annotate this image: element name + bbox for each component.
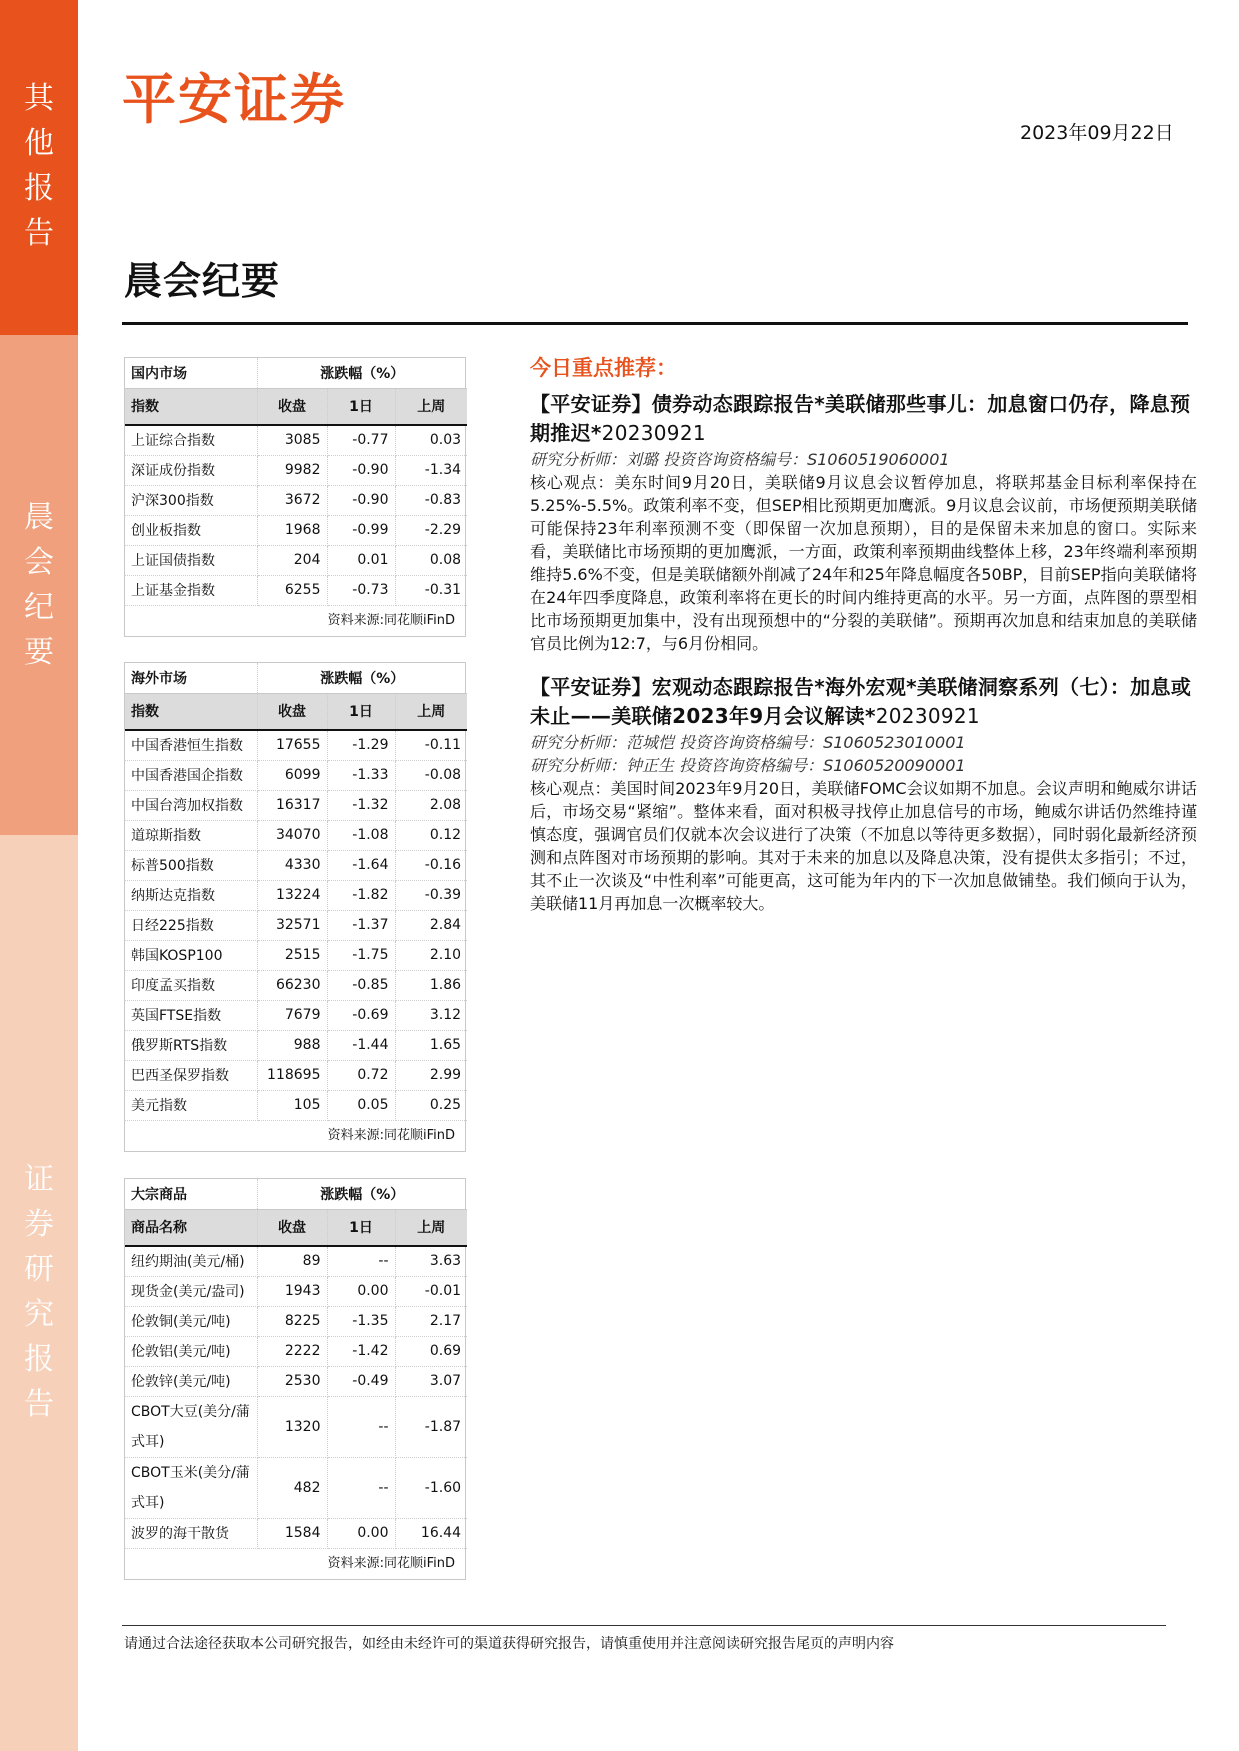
table-column-header: [125, 388, 467, 425]
row-value: 1584: [257, 1518, 327, 1548]
row-label: 波罗的海干散货: [125, 1518, 257, 1548]
row-value: -0.99: [327, 515, 395, 545]
column-header: 1日: [327, 388, 395, 425]
column-header: 指数: [125, 388, 257, 425]
row-value: 0.05: [327, 1090, 395, 1120]
row-label: 巴西圣保罗指数: [125, 1060, 257, 1090]
row-label: 标普500指数: [125, 850, 257, 880]
row-value: 3.07: [395, 1366, 467, 1396]
table-row: [125, 760, 467, 790]
row-value: -0.31: [395, 575, 467, 605]
row-value: 2.84: [395, 910, 467, 940]
row-value: 89: [257, 1246, 327, 1276]
row-label: 上证国债指数: [125, 545, 257, 575]
table-column-header: [125, 693, 467, 730]
title-divider: [122, 322, 1188, 325]
row-value: 2.10: [395, 940, 467, 970]
table-group-header: [125, 663, 467, 693]
row-value: -1.08: [327, 820, 395, 850]
row-value: 4330: [257, 850, 327, 880]
row-value: -1.60: [395, 1457, 467, 1518]
table-row: [125, 1246, 467, 1276]
row-label: 道琼斯指数: [125, 820, 257, 850]
table-source: 资料来源:同花顺iFinD: [327, 1555, 455, 1571]
row-value: 988: [257, 1030, 327, 1060]
row-value: -0.73: [327, 575, 395, 605]
row-value: 2.99: [395, 1060, 467, 1090]
row-value: -1.33: [327, 760, 395, 790]
table-row: [125, 545, 467, 575]
sidebar-label-morning-notes: 晨 会 纪 要: [24, 500, 54, 670]
table-row: [125, 1030, 467, 1060]
row-label: 伦敦铜(美元/吨): [125, 1306, 257, 1336]
row-value: 17655: [257, 730, 327, 760]
row-label: 中国台湾加权指数: [125, 790, 257, 820]
row-label: 纳斯达克指数: [125, 880, 257, 910]
table-row: [125, 970, 467, 1000]
row-value: 1968: [257, 515, 327, 545]
domestic-market-table: [124, 357, 466, 637]
report-title[interactable]: 【平安证券】债券动态跟踪报告*美联储那些事儿：加息窗口仍存，降息预期推迟*20230921: [530, 392, 1191, 445]
row-value: -1.82: [327, 880, 395, 910]
row-label: 印度孟买指数: [125, 970, 257, 1000]
row-label: 现货金(美元/盎司): [125, 1276, 257, 1306]
row-value: --: [327, 1246, 395, 1276]
sidebar-label-research-report: 证 券 研 究 报 告: [24, 1162, 54, 1422]
table-group-header: [125, 358, 467, 388]
table-row: [125, 850, 467, 880]
table-row: [125, 820, 467, 850]
row-value: -0.16: [395, 850, 467, 880]
column-header: 收盘: [257, 1209, 327, 1246]
report-analyst: 研究分析师：范城恺 投资咨询资格编号：S1060523010001: [530, 733, 966, 752]
row-label: 美元指数: [125, 1090, 257, 1120]
report-item: [530, 673, 1197, 915]
row-value: 6255: [257, 575, 327, 605]
row-value: 16317: [257, 790, 327, 820]
table-column-header: [125, 1209, 467, 1246]
column-header: 商品名称: [125, 1209, 257, 1246]
change-label: 涨跌幅（%）: [257, 358, 467, 388]
recommendations-section: [530, 352, 1197, 915]
table-row: [125, 1518, 467, 1548]
report-item: [530, 390, 1197, 655]
table-row: [125, 575, 467, 605]
row-value: -0.85: [327, 970, 395, 1000]
row-label: 俄罗斯RTS指数: [125, 1030, 257, 1060]
row-value: -1.87: [395, 1396, 467, 1457]
table-row: [125, 1336, 467, 1366]
page-title: 晨会纪要: [124, 259, 281, 303]
commodities-table: [124, 1178, 466, 1580]
row-value: -0.08: [395, 760, 467, 790]
row-value: 204: [257, 545, 327, 575]
row-value: 0.12: [395, 820, 467, 850]
row-value: -1.44: [327, 1030, 395, 1060]
table-row: [125, 1396, 467, 1457]
row-value: 9982: [257, 455, 327, 485]
row-value: 1320: [257, 1396, 327, 1457]
row-label: 中国香港恒生指数: [125, 730, 257, 760]
row-value: 2515: [257, 940, 327, 970]
row-value: 16.44: [395, 1518, 467, 1548]
table-row: [125, 1306, 467, 1336]
row-value: -1.32: [327, 790, 395, 820]
group-label: 海外市场: [125, 663, 257, 693]
row-value: 3.63: [395, 1246, 467, 1276]
column-header: 指数: [125, 693, 257, 730]
column-header: 上周: [395, 1209, 467, 1246]
column-header: 上周: [395, 388, 467, 425]
change-label: 涨跌幅（%）: [257, 663, 467, 693]
column-header: 1日: [327, 1209, 395, 1246]
group-label: 大宗商品: [125, 1179, 257, 1209]
table-row: [125, 485, 467, 515]
table-row: [125, 910, 467, 940]
row-value: 8225: [257, 1306, 327, 1336]
row-value: -1.29: [327, 730, 395, 760]
row-value: 3.12: [395, 1000, 467, 1030]
row-value: 482: [257, 1457, 327, 1518]
row-value: -0.49: [327, 1366, 395, 1396]
row-label: 上证基金指数: [125, 575, 257, 605]
report-analyst: 研究分析师：钟正生 投资咨询资格编号：S1060520090001: [530, 756, 966, 775]
row-label: 英国FTSE指数: [125, 1000, 257, 1030]
pingan-logo: [122, 66, 392, 128]
row-value: 0.01: [327, 545, 395, 575]
column-header: 收盘: [257, 693, 327, 730]
sidebar-band-bottom: [0, 835, 78, 1751]
row-value: -1.75: [327, 940, 395, 970]
row-value: 105: [257, 1090, 327, 1120]
row-value: 13224: [257, 880, 327, 910]
row-label: 沪深300指数: [125, 485, 257, 515]
report-summary: 核心观点：美东时间9月20日，美联储9月议息会议暂停加息，将联邦基金目标利率保持在5.25%-5.5%。政策利率不变，但SEP相比预期更加鹰派。9月议息会议前，市场便预期美联储可能保持23年利率预测不变（即保留一次加息预期），目的是保留未来加息的窗口。实际来看，美联储比市场预期的更加鹰派，一方面，政策利率预期曲线整体上移，23年终端利率预期维持5.6%不变，但是美联储额外削减了24年和25年降息幅度各50BP，目前SEP指向美联储将在24年四季度降息，政策利率将在更长的时间内维持更高的水平。另一方面，点阵图的票型相比市场预期更加集中，没有出现预想中的“分裂的美联储”。预期再次加息和结束加息的美联储官员比例为12:7，与6月份相同。: [530, 473, 1197, 653]
column-header: 收盘: [257, 388, 327, 425]
change-label: 涨跌幅（%）: [257, 1179, 467, 1209]
row-value: 0.69: [395, 1336, 467, 1366]
row-value: -0.90: [327, 455, 395, 485]
row-value: 0.03: [395, 425, 467, 455]
column-header: 上周: [395, 693, 467, 730]
column-header: 1日: [327, 693, 395, 730]
table-row: [125, 1090, 467, 1120]
recommendations-heading: 今日重点推荐：: [530, 356, 677, 380]
row-value: 1.65: [395, 1030, 467, 1060]
row-label: CBOT大豆(美分/蒲式耳): [125, 1396, 257, 1457]
row-value: -0.01: [395, 1276, 467, 1306]
row-label: 深证成份指数: [125, 455, 257, 485]
row-value: -1.64: [327, 850, 395, 880]
row-label: 中国香港国企指数: [125, 760, 257, 790]
table-row: [125, 425, 467, 455]
row-label: 伦敦铝(美元/吨): [125, 1336, 257, 1366]
row-value: -1.34: [395, 455, 467, 485]
row-label: 纽约期油(美元/桶): [125, 1246, 257, 1276]
row-value: -2.29: [395, 515, 467, 545]
row-value: 0.00: [327, 1518, 395, 1548]
table-source: 资料来源:同花顺iFinD: [327, 1127, 455, 1143]
row-label: 伦敦锌(美元/吨): [125, 1366, 257, 1396]
table-row: [125, 940, 467, 970]
row-value: 0.72: [327, 1060, 395, 1090]
table-row: [125, 1366, 467, 1396]
row-value: 66230: [257, 970, 327, 1000]
group-label: 国内市场: [125, 358, 257, 388]
row-value: 2222: [257, 1336, 327, 1366]
row-value: --: [327, 1396, 395, 1457]
row-value: 1.86: [395, 970, 467, 1000]
report-summary: 核心观点：美国时间2023年9月20日，美联储FOMC会议如期不加息。会议声明和鲍威尔讲话后，市场交易“紧缩”。整体来看，面对积极寻找停止加息信号的市场，鲍威尔讲话仍然维持谨慎态度，强调官员们仅就本次会议进行了决策（不加息以等待更多数据），同时弱化最新经济预测和点阵图对市场预期的影响。其对于未来的加息以及降息决策，没有提供太多指引；不过，其不止一次谈及“中性利率”可能更高，这可能为年内的下一次加息做铺垫。我们倾向于认为，美联储11月再加息一次概率较大。: [530, 779, 1197, 913]
row-label: 韩国KOSP100: [125, 940, 257, 970]
row-value: -1.35: [327, 1306, 395, 1336]
row-value: 0.08: [395, 545, 467, 575]
row-value: 6099: [257, 760, 327, 790]
row-value: -0.83: [395, 485, 467, 515]
row-value: 32571: [257, 910, 327, 940]
row-value: -1.42: [327, 1336, 395, 1366]
row-value: -0.11: [395, 730, 467, 760]
row-value: -0.77: [327, 425, 395, 455]
table-row: [125, 1276, 467, 1306]
footer-divider: [122, 1625, 1166, 1626]
row-value: 2.08: [395, 790, 467, 820]
table-source: 资料来源:同花顺iFinD: [327, 612, 455, 628]
svg-text:平安证券: 平安证券: [122, 68, 346, 128]
row-value: 0.25: [395, 1090, 467, 1120]
table-row: [125, 1457, 467, 1518]
row-value: -1.37: [327, 910, 395, 940]
sidebar-label-other-reports: 其 他 报 告: [24, 81, 54, 251]
table-row: [125, 515, 467, 545]
row-value: 2530: [257, 1366, 327, 1396]
report-date: 2023年09月22日: [1020, 122, 1174, 144]
table-row: [125, 1000, 467, 1030]
row-label: 创业板指数: [125, 515, 257, 545]
row-label: CBOT玉米(美分/蒲式耳): [125, 1457, 257, 1518]
row-label: 日经225指数: [125, 910, 257, 940]
overseas-market-table: [124, 662, 466, 1152]
table-row: [125, 790, 467, 820]
row-value: -0.39: [395, 880, 467, 910]
footer-disclaimer: 请通过合法途径获取本公司研究报告，如经由未经许可的渠道获得研究报告，请慎重使用并注意阅读研究报告尾页的声明内容: [124, 1636, 894, 1652]
row-value: 3672: [257, 485, 327, 515]
row-value: -0.69: [327, 1000, 395, 1030]
table-row: [125, 880, 467, 910]
sidebar-band-top: [0, 0, 78, 335]
table-row: [125, 1060, 467, 1090]
row-value: 0.00: [327, 1276, 395, 1306]
row-value: 118695: [257, 1060, 327, 1090]
row-label: 上证综合指数: [125, 425, 257, 455]
row-value: -0.90: [327, 485, 395, 515]
table-row: [125, 730, 467, 760]
table-group-header: [125, 1179, 467, 1209]
row-value: 34070: [257, 820, 327, 850]
row-value: 1943: [257, 1276, 327, 1306]
row-value: 7679: [257, 1000, 327, 1030]
report-analyst: 研究分析师：刘璐 投资咨询资格编号：S1060519060001: [530, 450, 950, 469]
row-value: 3085: [257, 425, 327, 455]
row-value: 2.17: [395, 1306, 467, 1336]
report-title[interactable]: 【平安证券】宏观动态跟踪报告*海外宏观*美联储洞察系列（七）：加息或未止——美联储2023年9月会议解读*20230921: [530, 675, 1192, 728]
table-row: [125, 455, 467, 485]
sidebar-band-middle: [0, 335, 78, 835]
row-value: --: [327, 1457, 395, 1518]
